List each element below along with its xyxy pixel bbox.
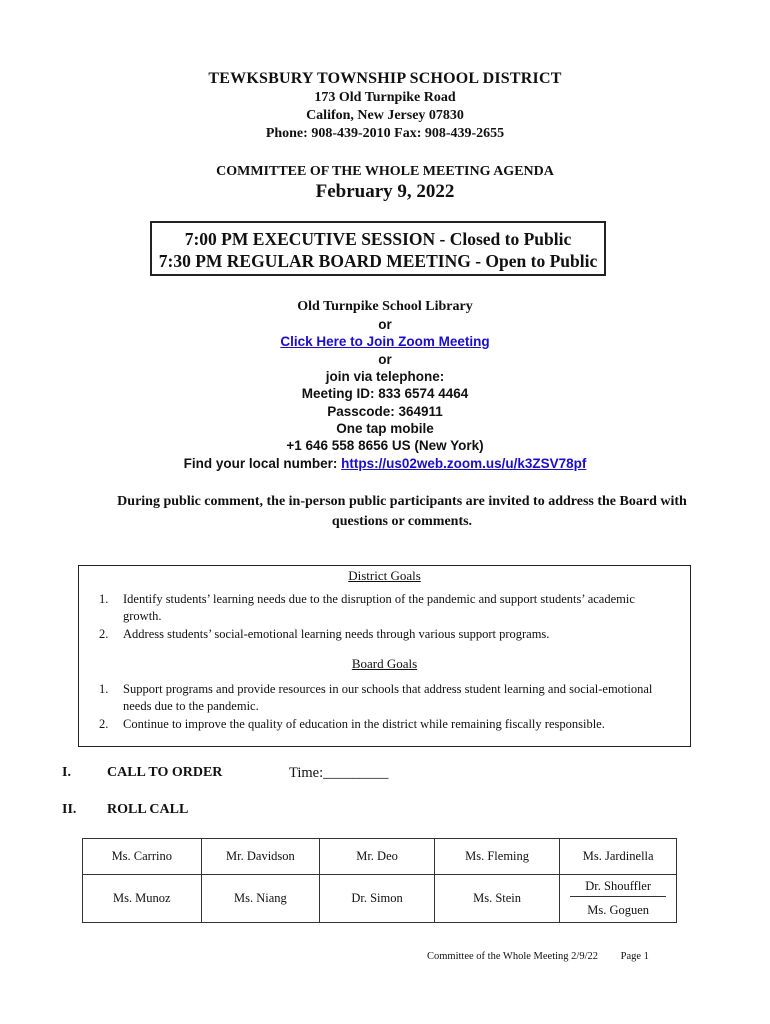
phone-line: Phone: 908-439-2010 Fax: 908-439-2655 — [265, 126, 505, 141]
roll-call-cell: Ms. Fleming — [434, 839, 560, 875]
public-comment-note: During public comment, the in-person public participants are invited to address the Board with questions or comments. — [117, 494, 687, 529]
regular-session: 7:30 PM REGULAR BOARD MEETING - Open to Public — [158, 251, 598, 271]
goal-number: 2. — [99, 627, 109, 641]
page-footer — [427, 951, 649, 962]
roll-call-cell: Ms. Niang — [201, 875, 320, 923]
roll-call-cell: Ms. Munoz — [83, 875, 202, 923]
goal-text: Continue to improve the quality of education in the district while remaining fiscally responsible. — [123, 717, 605, 731]
meeting-id: Meeting ID: 833 6574 4464 — [301, 386, 469, 401]
address-line-1: 173 Old Turnpike Road — [314, 90, 456, 105]
goal-number: 2. — [99, 717, 109, 731]
roll-call-split-top: Dr. Shouffler — [570, 879, 666, 897]
one-tap-mobile: One tap mobile — [336, 421, 434, 436]
local-number-line — [0, 456, 770, 471]
address-line-2: Califon, New Jersey 07830 — [306, 108, 464, 123]
local-number-link[interactable]: https://us02web.zoom.us/u/k3ZSV78pf — [341, 456, 587, 471]
goal-number: 1. — [99, 682, 109, 696]
meeting-location: Old Turnpike School Library — [297, 299, 473, 314]
board-goals-heading: Board Goals — [351, 656, 418, 671]
section-1-title: CALL TO ORDER — [107, 765, 223, 780]
goals-box — [78, 565, 691, 747]
table-row — [83, 839, 677, 875]
zoom-link-line — [0, 334, 770, 349]
goal-text: Support programs and provide resources in our schools that address student learning and social-emotional needs due to the pandemic. — [123, 682, 653, 713]
call-to-order-time: Time:_________ — [289, 765, 389, 781]
roll-call-cell: Mr. Davidson — [201, 839, 320, 875]
district-goals-heading: District Goals — [348, 568, 421, 583]
passcode: Passcode: 364911 — [327, 404, 443, 419]
agenda-title: COMMITTEE OF THE WHOLE MEETING AGENDA — [216, 164, 554, 179]
or-separator-2: or — [378, 352, 392, 367]
roll-call-table — [82, 838, 677, 923]
roll-call-cell: Mr. Deo — [320, 839, 435, 875]
section-2-number: II. — [62, 802, 77, 817]
telephone-label: join via telephone: — [325, 369, 445, 384]
roll-call-cell: Ms. Stein — [434, 875, 560, 923]
roll-call-split-bottom: Ms. Goguen — [587, 903, 650, 917]
section-2-title: ROLL CALL — [107, 802, 189, 817]
goal-text: Identify students’ learning needs due to the disruption of the pandemic and support students’ academic growth. — [123, 592, 635, 623]
page-number: Page 1 — [620, 951, 649, 962]
session-times-box — [150, 221, 606, 276]
roll-call-cell: Dr. Simon — [320, 875, 435, 923]
table-row — [83, 875, 677, 923]
section-1-number: I. — [62, 765, 71, 780]
or-separator-1: or — [378, 317, 392, 332]
roll-call-cell: Ms. Jardinella — [560, 839, 677, 875]
executive-session: 7:00 PM EXECUTIVE SESSION - Closed to Public — [184, 229, 572, 249]
goal-number: 1. — [99, 592, 109, 606]
district-name: TEWKSBURY TOWNSHIP SCHOOL DISTRICT — [208, 70, 562, 87]
footer-text: Committee of the Whole Meeting 2/9/22 — [427, 951, 598, 962]
zoom-meeting-link[interactable]: Click Here to Join Zoom Meeting — [280, 334, 490, 349]
goal-text: Address students’ social-emotional learning needs through various support programs. — [123, 627, 550, 641]
meeting-date: February 9, 2022 — [315, 181, 455, 202]
roll-call-cell: Ms. Carrino — [83, 839, 202, 875]
roll-call-split-cell — [560, 875, 677, 923]
phone-new-york: +1 646 558 8656 US (New York) — [286, 438, 484, 453]
local-number-label: Find your local number: — [183, 456, 342, 471]
